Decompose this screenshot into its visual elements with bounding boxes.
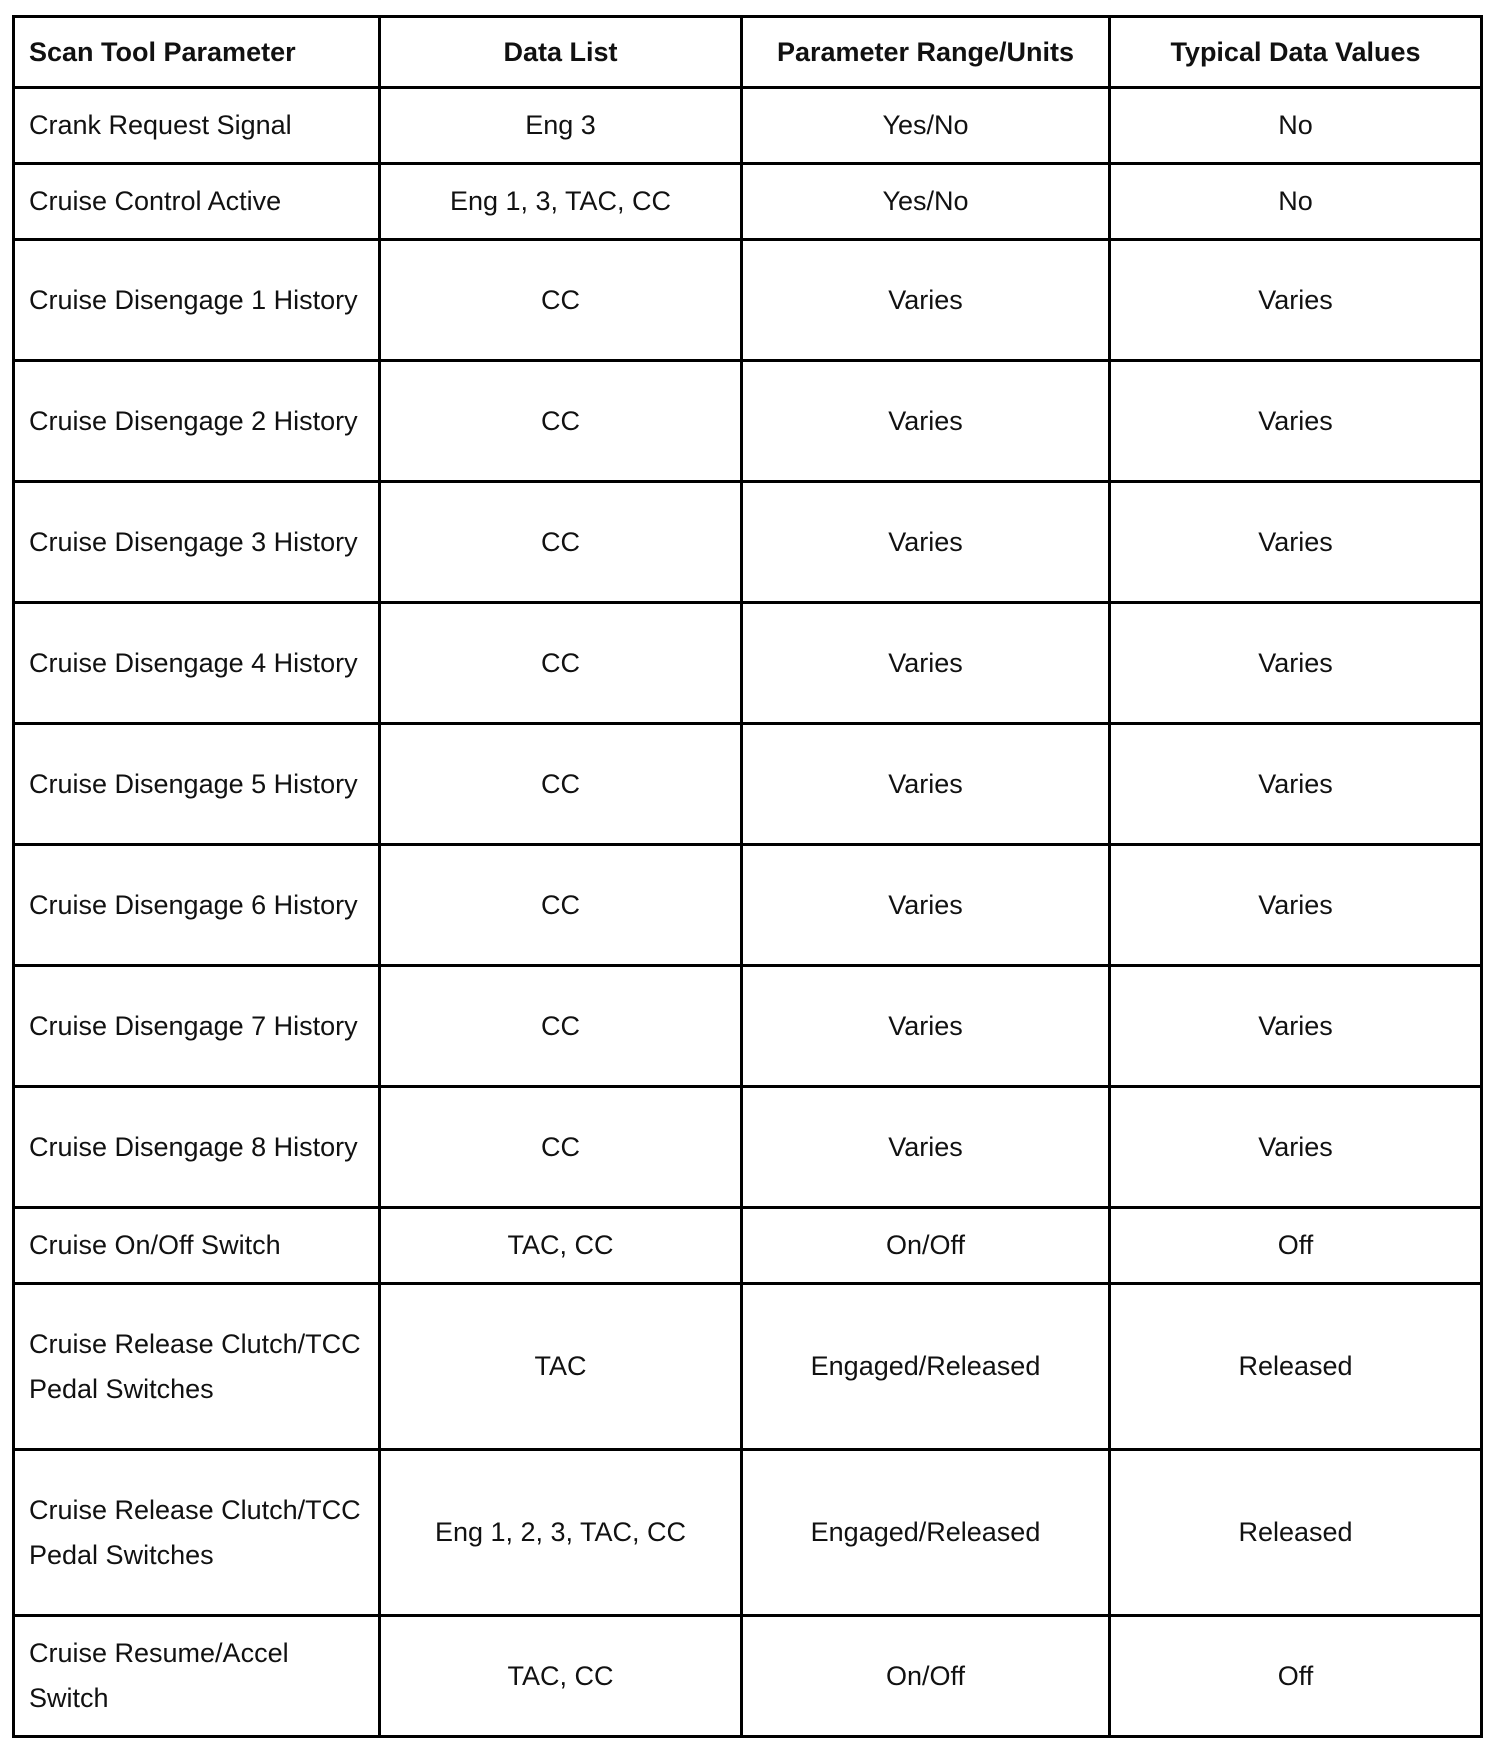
cell-data-list: Eng 1, 3, TAC, CC [380, 164, 742, 240]
cell-data-list: Eng 3 [380, 88, 742, 164]
cell-typical-value: No [1110, 164, 1482, 240]
cell-range-units: Varies [742, 966, 1110, 1087]
table-row [14, 1450, 1482, 1616]
cell-data-list: TAC, CC [380, 1616, 742, 1737]
cell-range-units: Varies [742, 240, 1110, 361]
cell-range-units: Yes/No [742, 164, 1110, 240]
cell-parameter: Cruise Disengage 1 History [14, 240, 380, 361]
table-row [14, 361, 1482, 482]
cell-data-list: CC [380, 482, 742, 603]
cell-data-list: CC [380, 361, 742, 482]
table-row [14, 240, 1482, 361]
cell-typical-value: No [1110, 88, 1482, 164]
cell-typical-value: Released [1110, 1450, 1482, 1616]
cell-data-list: CC [380, 603, 742, 724]
header-parameter-range-units: Parameter Range/Units [742, 17, 1110, 88]
cell-range-units: Varies [742, 724, 1110, 845]
table-row [14, 1616, 1482, 1737]
cell-range-units: Varies [742, 361, 1110, 482]
cell-range-units: Yes/No [742, 88, 1110, 164]
cell-data-list: CC [380, 1087, 742, 1208]
cell-range-units: On/Off [742, 1208, 1110, 1284]
cell-parameter: Cruise Disengage 4 History [14, 603, 380, 724]
table-row [14, 1087, 1482, 1208]
cell-parameter: Cruise Disengage 8 History [14, 1087, 380, 1208]
table-row [14, 603, 1482, 724]
cell-range-units: Varies [742, 1087, 1110, 1208]
cell-data-list: CC [380, 845, 742, 966]
cell-parameter: Cruise Control Active [14, 164, 380, 240]
cell-typical-value: Varies [1110, 603, 1482, 724]
table-row [14, 966, 1482, 1087]
cell-typical-value: Varies [1110, 845, 1482, 966]
cell-data-list: CC [380, 724, 742, 845]
table-header-row [14, 17, 1482, 88]
cell-typical-value: Varies [1110, 966, 1482, 1087]
scan-tool-data-table [12, 15, 1483, 1738]
cell-typical-value: Off [1110, 1208, 1482, 1284]
cell-typical-value: Off [1110, 1616, 1482, 1737]
table-row [14, 88, 1482, 164]
cell-range-units: Engaged/Released [742, 1284, 1110, 1450]
table-row [14, 845, 1482, 966]
cell-typical-value: Varies [1110, 482, 1482, 603]
table-row [14, 482, 1482, 603]
cell-parameter: Cruise Disengage 3 History [14, 482, 380, 603]
cell-parameter: Cruise On/Off Switch [14, 1208, 380, 1284]
table-row [14, 1208, 1482, 1284]
table-row [14, 164, 1482, 240]
header-scan-tool-parameter: Scan Tool Parameter [14, 17, 380, 88]
cell-typical-value: Varies [1110, 361, 1482, 482]
cell-parameter: Cruise Disengage 6 History [14, 845, 380, 966]
cell-range-units: Varies [742, 845, 1110, 966]
cell-parameter: Cruise Disengage 7 History [14, 966, 380, 1087]
cell-data-list: TAC [380, 1284, 742, 1450]
header-typical-data-values: Typical Data Values [1110, 17, 1482, 88]
cell-range-units: Engaged/Released [742, 1450, 1110, 1616]
cell-parameter: Cruise Resume/Accel Switch [14, 1616, 380, 1737]
cell-parameter: Cruise Release Clutch/TCC Pedal Switches [14, 1284, 380, 1450]
cell-range-units: Varies [742, 603, 1110, 724]
cell-typical-value: Varies [1110, 724, 1482, 845]
cell-typical-value: Varies [1110, 240, 1482, 361]
cell-typical-value: Released [1110, 1284, 1482, 1450]
cell-data-list: Eng 1, 2, 3, TAC, CC [380, 1450, 742, 1616]
cell-range-units: Varies [742, 482, 1110, 603]
cell-typical-value: Varies [1110, 1087, 1482, 1208]
cell-parameter: Cruise Release Clutch/TCC Pedal Switches [14, 1450, 380, 1616]
cell-parameter: Crank Request Signal [14, 88, 380, 164]
table-row [14, 1284, 1482, 1450]
cell-data-list: TAC, CC [380, 1208, 742, 1284]
table-row [14, 724, 1482, 845]
cell-range-units: On/Off [742, 1616, 1110, 1737]
header-data-list: Data List [380, 17, 742, 88]
cell-parameter: Cruise Disengage 2 History [14, 361, 380, 482]
cell-parameter: Cruise Disengage 5 History [14, 724, 380, 845]
cell-data-list: CC [380, 966, 742, 1087]
cell-data-list: CC [380, 240, 742, 361]
